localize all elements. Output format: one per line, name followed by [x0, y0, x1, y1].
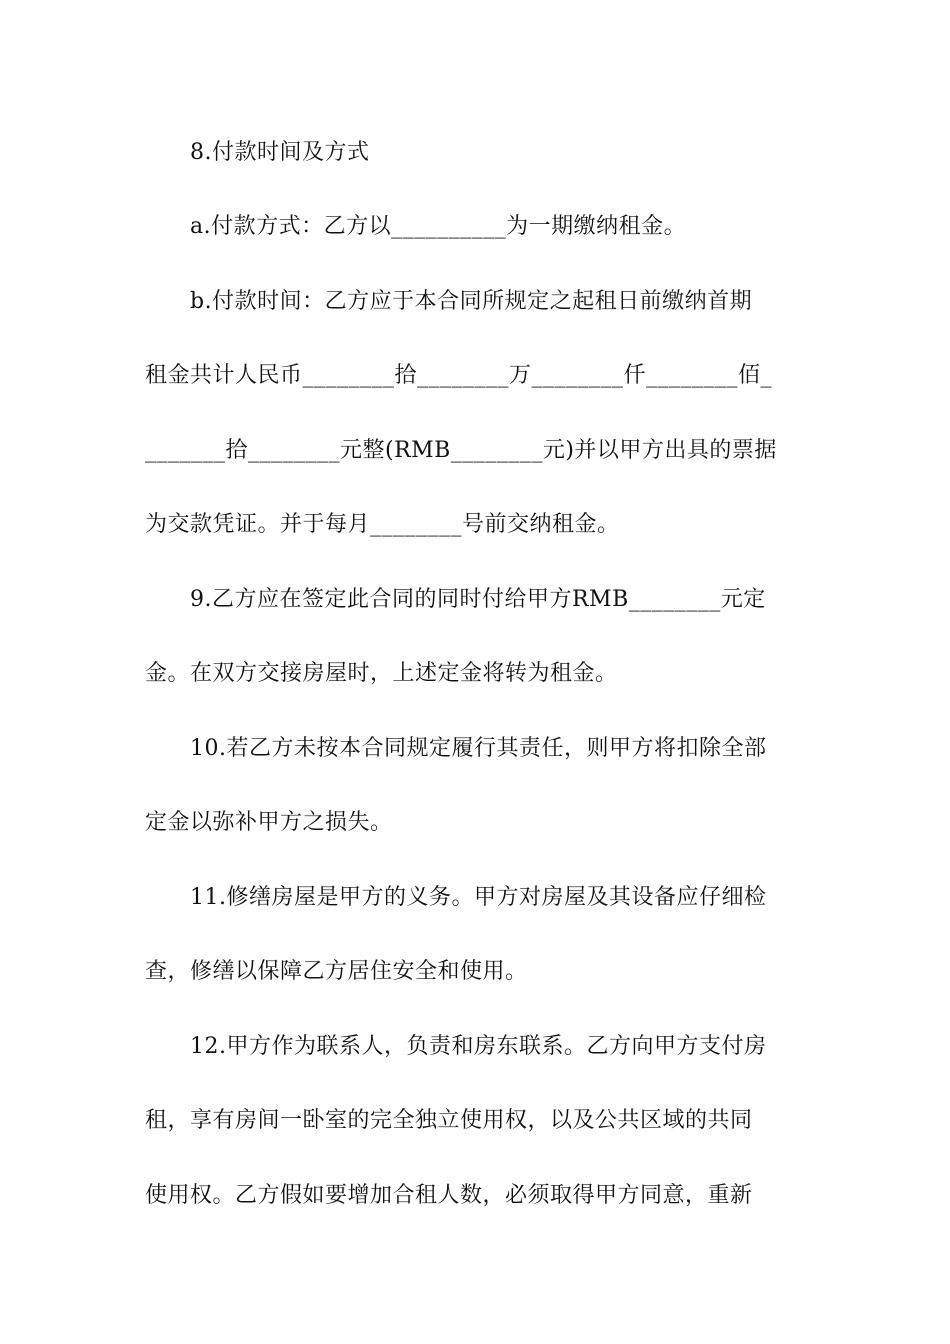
section-8-heading: 8.付款时间及方式 [190, 140, 370, 165]
payment-time-line-3: _______拾________元整(RMB________元)并以甲方出具的票据 [145, 438, 777, 463]
section-12-line-2: 租，享有房间一卧室的完全独立使用权，以及公共区域的共同 [145, 1108, 753, 1133]
payment-method-line: a.付款方式：乙方以__________为一期缴纳租金。 [190, 214, 687, 239]
section-10-line-1: 10.若乙方未按本合同规定履行其责任，则甲方将扣除全部 [190, 736, 767, 761]
section-9-line-1: 9.乙方应在签定此合同的同时付给甲方RMB________元定 [190, 587, 766, 612]
section-12-line-3: 使用权。乙方假如要增加合租人数，必须取得甲方同意，重新 [145, 1183, 753, 1208]
section-11-line-1: 11.修缮房屋是甲方的义务。甲方对房屋及其设备应仔细检 [190, 885, 767, 910]
payment-time-line-4: 为交款凭证。并于每月________号前交纳租金。 [145, 512, 620, 537]
section-11-line-2: 查，修缮以保障乙方居住安全和使用。 [145, 959, 528, 984]
section-12-line-1: 12.甲方作为联系人，负责和房东联系。乙方向甲方支付房 [190, 1034, 767, 1059]
section-10-line-2: 定金以弥补甲方之损失。 [145, 810, 393, 835]
section-9-line-2: 金。在双方交接房屋时，上述定金将转为租金。 [145, 661, 618, 686]
payment-time-line-2: 租金共计人民币________拾________万________仟________佰_ [145, 363, 773, 388]
payment-time-line-1: b.付款时间：乙方应于本合同所规定之起租日前缴纳首期 [190, 289, 753, 314]
